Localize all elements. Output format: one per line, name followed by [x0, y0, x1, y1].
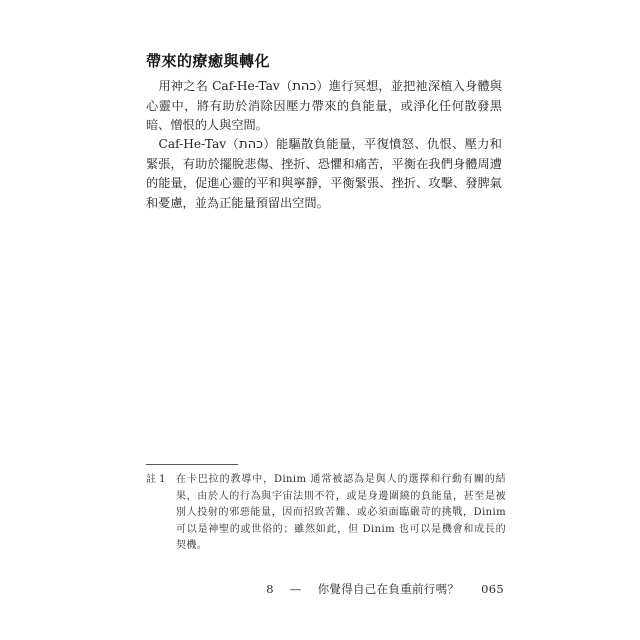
- footer-chapter-number: 8: [266, 582, 274, 596]
- paragraph-2-hebrew-name: כהת: [239, 137, 264, 152]
- footer-page-number: 065: [481, 582, 504, 596]
- paragraph-2-text-before: Caf-He-Tav（: [158, 137, 240, 151]
- footer-dash: —: [289, 582, 302, 596]
- footnote-text: 在卡巴拉的教導中，Dinim 通常被認為是與人的選擇和行動有關的結果，由於人的行為與宇宙法則不符，或是身邊圍繞的負能量，甚至是被別人投射的邪惡能量，因而招致苦難、或必須面臨嚴苛的挑戰，Dinim 可以是神聖的或世俗的；雖然如此，但 Dinim 也可以是機會和成長的契機。: [176, 474, 506, 551]
- paragraph-1-text-before: 用神之名 Caf-He-Tav（: [158, 79, 293, 93]
- paragraph-1: [146, 77, 502, 136]
- paragraph-1-text-after: ）進行冥想，並把祂深植入身體與心靈中，將有助於消除因壓力帶來的負能量，或淨化任何散發黑暗、憎恨的人與空間。: [146, 79, 502, 132]
- paragraph-2-text-after: ）能驅散負能量，平復憤怒、仇恨、壓力和緊張，有助於擺脫悲傷、挫折、恐懼和痛苦，平衡在我們身體周遭的能量，促進心靈的平和與寧靜，平衡緊張、挫折、攻擊、發脾氣和憂慮，並為正能量預留出空間。: [146, 137, 502, 210]
- footnote-divider: [146, 464, 238, 465]
- footnote-label: 註 1: [146, 474, 166, 485]
- running-footer: [266, 581, 504, 597]
- paragraph-1-hebrew-name: כהת: [292, 79, 317, 94]
- footer-chapter-title: 你覺得自己在負重前行嗎？: [317, 582, 460, 596]
- footnote: [146, 472, 506, 555]
- paragraph-2: [146, 135, 502, 213]
- section-heading: 帶來的療癒與轉化: [146, 52, 271, 70]
